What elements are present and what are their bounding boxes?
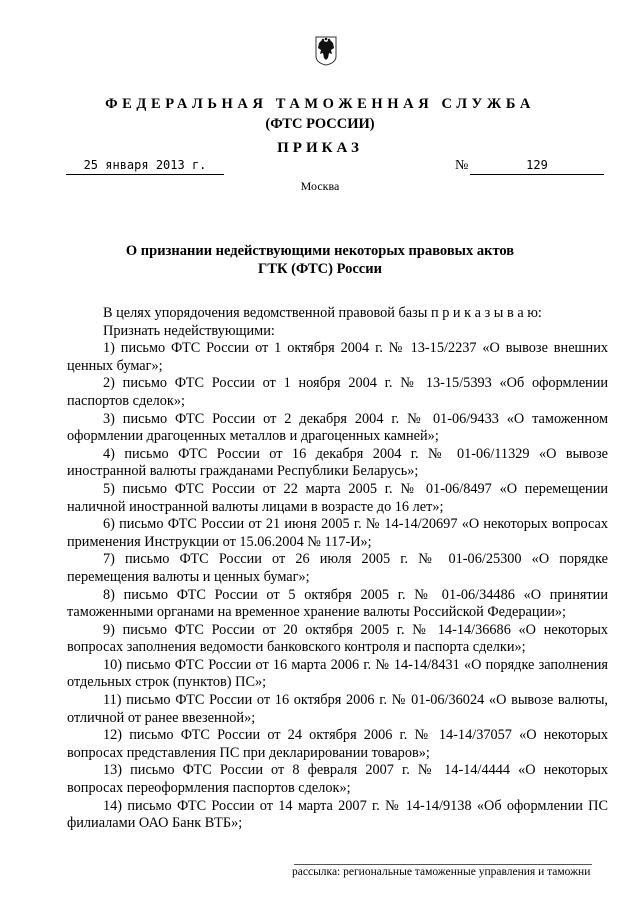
order-date: 25 января 2013 г. [66, 157, 224, 175]
list-item: 13) письмо ФТС России от 8 февраля 2007 г. № 14-14/4444 «О некоторых вопросах переоформления паспортов сделок»; [67, 762, 608, 797]
list-item: 1) письмо ФТС России от 1 октября 2004 г. № 13-15/2237 «О вывозе внешних ценных бумаг»; [67, 340, 608, 374]
list-item: 10) письмо ФТС России от 16 марта 2006 г. № 14-14/8431 «О порядке заполнения отдельных строк (пунктов) ПС»; [67, 656, 608, 691]
footer-divider [294, 864, 592, 865]
number-label: № [455, 158, 469, 173]
order-number: 129 [470, 157, 604, 175]
preamble: В целях упорядочения ведомственной правовой базы п р и к а з ы в а ю: [103, 305, 542, 321]
list-item: 9) письмо ФТС России от 20 октября 2005 г. № 14-14/36686 «О некоторых вопросах заполнения ведомости банковского контроля и паспорта сделки»; [67, 621, 608, 656]
list-item: 8) письмо ФТС России от 5 октября 2005 г. № 01-06/34486 «О принятии таможенными органами на временное хранение валюты Российской Федерации»; [67, 586, 608, 621]
document-body [67, 305, 608, 833]
document-title [0, 242, 640, 278]
list-item: 7) письмо ФТС России от 26 июля 2005 г. № 01-06/25300 «О порядке перемещения валюты и ценных бумаг»; [67, 551, 608, 585]
coat-of-arms-icon [314, 36, 338, 66]
document-type: ПРИКАЗ [277, 140, 363, 156]
agency-name: ФЕДЕРАЛЬНАЯ ТАМОЖЕННАЯ СЛУЖБА [105, 96, 535, 112]
list-item: 4) письмо ФТС России от 16 декабря 2004 г. № 01-06/11329 «О вывозе иностранной валюты гражданами Республики Беларусь»; [67, 445, 608, 480]
list-item: 11) письмо ФТС России от 16 октября 2006 г. № 01-06/36024 «О вывозе валюты, отличной от ранее ввезенной»; [67, 692, 608, 726]
city: Москва [300, 179, 340, 193]
directive: Признать недействующими: [103, 322, 275, 339]
agency-short-name: (ФТС РОССИИ) [265, 116, 375, 132]
list-item: 3) письмо ФТС России от 2 декабря 2004 г. № 01-06/9433 «О таможенном оформлении драгоценных металлов и драгоценных камней»; [67, 410, 608, 445]
mailing-list: рассылка: региональные таможенные управления и таможни [292, 866, 591, 878]
title-line-2: ГТК (ФТС) России [258, 261, 382, 277]
list-item: 12) письмо ФТС России от 24 октября 2006 г. № 14-14/37057 «О некоторых вопросах представления ПС при декларировании товаров»; [67, 727, 608, 761]
list-item: 14) письмо ФТС России от 14 марта 2007 г. № 14-14/9138 «Об оформлении ПС филиалами ОАО Банк ВТБ»; [67, 797, 608, 832]
list-item: 2) письмо ФТС России от 1 ноября 2004 г. № 13-15/5393 «Об оформлении паспортов сделок»; [67, 375, 608, 409]
title-line-1: О признании недействующими некоторых правовых актов [125, 243, 515, 259]
list-item: 6) письмо ФТС России от 21 июня 2005 г. № 14-14/20697 «О некоторых вопросах применения Инструкции от 15.06.2004 № 117-И»; [67, 516, 608, 550]
list-item: 5) письмо ФТС России от 22 марта 2005 г. № 01-06/8497 «О перемещении наличной иностранной валюты лицами в возрасте до 16 лет»; [67, 480, 608, 515]
